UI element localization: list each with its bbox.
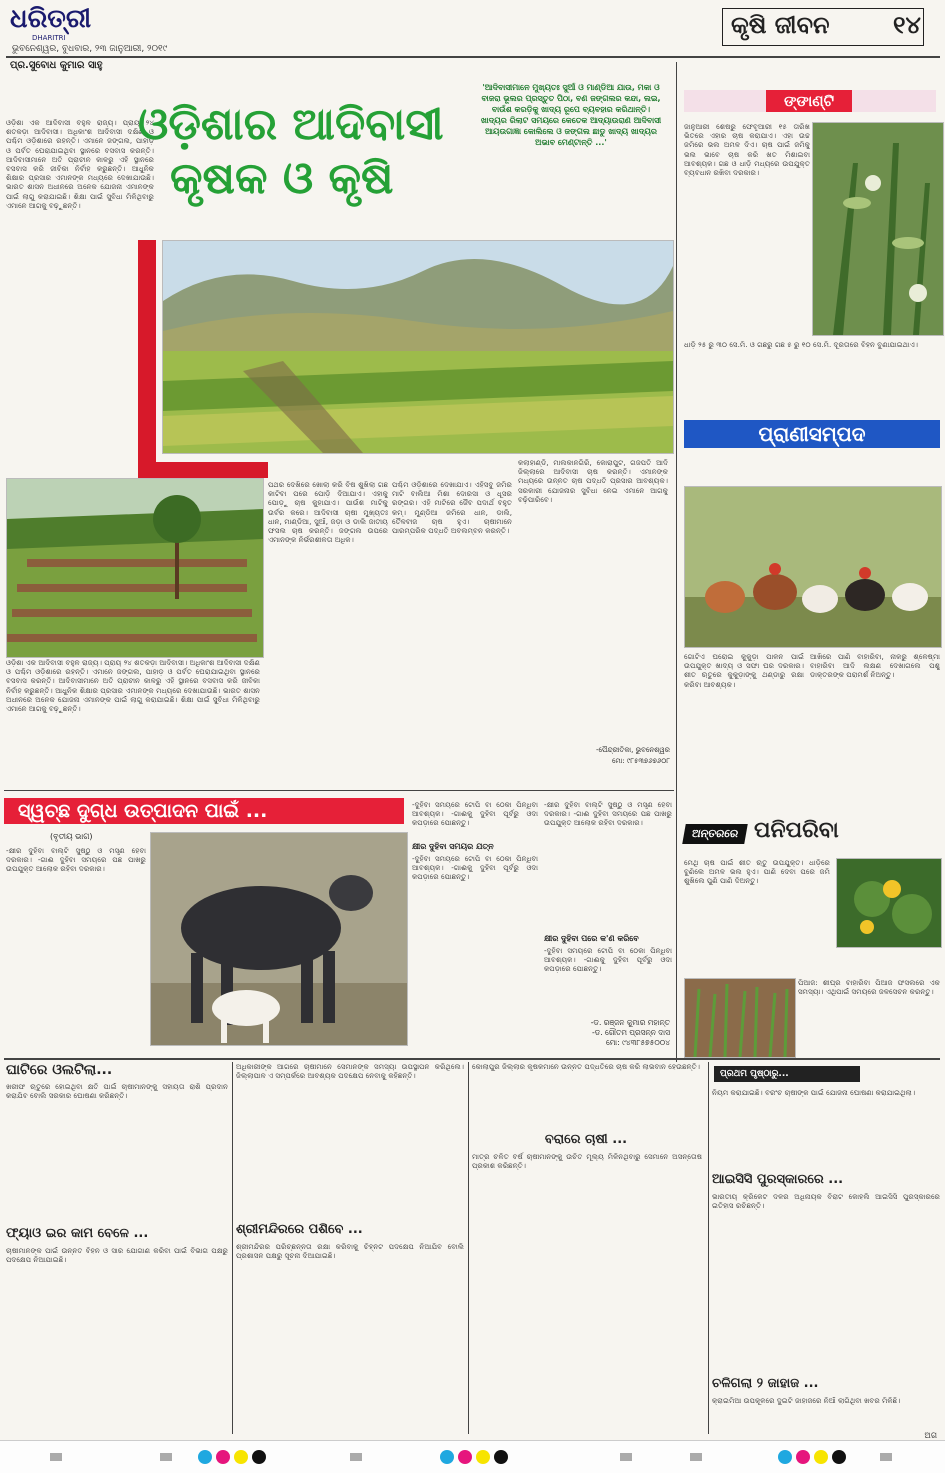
- news-2-text: ଅଧିକାରୀଙ୍କ ଆଗରେ ଚାଷୀମାନେ ସେମାନଙ୍କ ସମସ୍ୟା ଉପସ୍ଥାପନ କରିଥିଲେ। ଜିଲ୍ଲାପାଳ ଏ ସମ୍ପର୍କରେ ଆବଶ୍ୟକ ପଦକ୍ଷେପ ନେବାକୁ କହିଛନ୍ତି।: [236, 1062, 464, 1081]
- dairy-top-rule: [4, 790, 674, 791]
- news-4c-text: କ୍ରାଇମିଆ ଉପକୂଳରେ ଦୁଇଟି ଜାହାଜରେ ନିଆଁ ଲାଗିଥିବା ଖବର ମିଳିଛି।: [712, 1396, 901, 1405]
- masthead-logo: [10, 4, 120, 48]
- pumpkin-flower-illustration: [837, 859, 941, 947]
- news-1b-text: ଚାଷୀମାନଙ୍କ ପାଇଁ ଉନ୍ନତ ବିହନ ଓ ସାର ଯୋଗାଣ କରିବା ପାଇଁ ବିଭାଗ ପକ୍ଷରୁ ପଦକ୍ଷେପ ନିଆଯାଇଛି।: [6, 1246, 228, 1265]
- cow-photo: [150, 832, 408, 1046]
- landscape-illustration: [163, 241, 673, 453]
- print-footer: [0, 1431, 945, 1473]
- dairy-col-3b: -ଦୁହିବା ସମୟରେ ଟୋପି ବା ଠେକା ପିନ୍ଧିବା ଆବଶ୍ୟକ। -ଗାଈକୁ ଦୁହିବା ପୂର୍ବରୁ ଓଦା କପଡ଼ାରେ ପୋଛନ୍ତୁ।: [544, 946, 672, 974]
- lead-col-1b: ଓଡ଼ିଶା ଏକ ଆଦିବାସୀ ବହୁଳ ରାଜ୍ୟ। ପ୍ରାୟ ୨୪ ଶତକଡ଼ା ଆଦିବାସୀ। ଅଧିକାଂଶ ଆଦିବାସୀ ଦକ୍ଷିଣ ଓ ପଶ୍ଚିମ ଓଡ଼ିଶାରେ ରହନ୍ତି। ଏମାନେ ଜଙ୍ଗଲ, ପାହାଡ଼ ଓ ପର୍ବତ ଘେରାଯାଇଥିବା ସ୍ଥାନରେ ବସବାସ କରନ୍ତି। ଆଦିବାସୀମାନେ ଅତି ପ୍ରାଚୀନ କାଳରୁ ଏହି ସ୍ଥାନରେ ବସବାସ କରି ଜୀବିକା ନିର୍ବାହ କରୁଛନ୍ତି। ଆଧୁନିକ ଶିକ୍ଷାର ପ୍ରସାର ଏମାନଙ୍କ ମଧ୍ୟରେ ଦେଖାଯାଉଛି। ଭାରତ ଶାସନ ଅଧୀନରେ ଅନେକ ଯୋଜନା ଏମାନଙ୍କ ପାଇଁ ଲାଗୁ କରାଯାଇଛି। ଶିକ୍ଷା ପାଇଁ ସୁବିଧା ମିଳିଥିବାରୁ ଏମାନେ ଆଗକୁ ବଢ଼ୁଛନ୍ତି।: [6, 658, 260, 714]
- masthead-rule: [6, 56, 940, 58]
- print-block: [350, 1453, 362, 1461]
- reg-mark-yellow: [234, 1450, 248, 1464]
- bottom-divider-2: [468, 1062, 469, 1434]
- page-code: ଅଗ: [924, 1431, 937, 1440]
- lead-col-4: କଲାହାଣ୍ଡି, ମାଲକାନଗିରି, କୋରାପୁଟ, ଗଜପତି ଆଦି ଜିଲ୍ଲାରେ ଆଦିବାସୀ ଚାଷ କରନ୍ତି। ଏମାନଙ୍କ ମଧ୍ୟରେ ଉନ୍ନତ ଚାଷ ପଦ୍ଧତି ପ୍ରସାର ଆବଶ୍ୟକ। ସରକାରୀ ଯୋଜନାର ସୁବିଧା ନେଇ ଏମାନେ ଆଗକୁ ବଢ଼ିପାରିବେ।: [518, 458, 668, 504]
- news-3b-text: ମାତ୍ର ଚଳିତ ବର୍ଷ ଚାଷୀମାନଙ୍କୁ ଉଚିତ ମୂଲ୍ୟ ମିଳିନଥିବାରୁ ସେମାନେ ଅସନ୍ତୋଷ ପ୍ରକାଶ କରିଛନ୍ତି।: [472, 1152, 702, 1171]
- lead-headline-1: ଓଡ଼ିଶାର ଆଦିବାସୀ: [138, 99, 444, 150]
- print-block: [690, 1453, 702, 1461]
- kakhi-text: ଜାନୁଆରୀ ଶେଷରୁ ଫେବୃଆରୀ ୧୫ ତାରିଖ ଭିତରେ ଏହାର ଚାଷ କରାଯାଏ। ଏହା ଉଚ୍ଚ ଜମିରେ ଭଲ ଅମଳ ଦିଏ। ଚାଷ ପାଇଁ ଜମିକୁ ଭଲ ଭାବେ ଚାଷ କରି ଖତ ମିଶାଇବା ଆବଶ୍ୟକ। ଗଛ ଓ ଧାଡ଼ି ମଧ୍ୟରେ ଉପଯୁକ୍ତ ବ୍ୟବଧାନ ରଖିବା ଦରକାର।: [684, 122, 810, 178]
- logo-text: ଧରିତ୍ରୀ: [10, 4, 92, 34]
- cow-calf-illustration: [151, 833, 407, 1045]
- bottom-divider-1: [232, 1062, 233, 1434]
- chickens-illustration: [685, 487, 941, 647]
- dairy-kicker: (ବୃତୀୟ ଭାଗ): [50, 832, 93, 841]
- news-1-headline: ଘାଟିରେ ଓଲଟିଲା...: [6, 1062, 113, 1078]
- section-tag: [722, 8, 924, 46]
- onion-text: ପିଆଜ: ଶୀଘ୍ର ବାହାରିବା ପିଆଜ ଫସଲରେ ଏକ ସମସ୍ୟା। ଏଥିପାଇଁ ସମୟରେ ଜଳସେଚନ କରନ୍ତୁ।: [798, 978, 940, 997]
- dairy-headline: ସ୍ୱଚ୍ଛ ଦୁଗ୍ଧ ଉତ୍ପାଦନ ପାଇଁ ...: [18, 800, 268, 822]
- page-number: ୧୪: [893, 11, 921, 39]
- dateline: ଭୁବନେଶ୍ୱର, ବୁଧବାର, ୨୩ ଜାନୁଆରୀ, ୨୦୧୯: [12, 44, 168, 54]
- news-4b-text: ଭାରତୀୟ କ୍ରିକେଟ ଦଳର ଅଧିନାୟକ ବିରାଟ କୋହଲି ଆଇସିସି ପୁରସ୍କାରରେ ଇତିହାସ ରଚିଛନ୍ତି।: [712, 1192, 940, 1211]
- kakhi-banner: [684, 90, 936, 112]
- lead-col-2: ପଥର ଦେଖିରେ ଖୋଲା କରି ବିଷ ଶୁଖିଲା ଗଛ କାଟିବା ପରେ ପୋଡ଼ି ଦିଆଯାଏ। ଏହାକୁ ପୋଡ଼ୁ ଚାଷ କୁହାଯାଏ। ପାଉଁଶ ମାଟିକୁ ଉର୍ବର କରେ। ଆଦିବାସୀ ଚାଷୀ ମୁଖ୍ୟତଃ ଧାନ, ମାଣ୍ଡିଆ, ସୁଆଁ, ଜଡ଼ା ଓ ଡାଲି ଜାତୀୟ ଫସଲ ଚାଷ କରନ୍ତି। ଜଙ୍ଗଲ ଉପରେ ଏମାନଙ୍କ ନିର୍ଭରଶୀଳତା ଅଧିକ।: [268, 480, 388, 545]
- reg-mark-magenta: [458, 1450, 472, 1464]
- news-2b-text: ଶ୍ରୀମନ୍ଦିରର ପରିଚ୍ଛନ୍ନତା ରକ୍ଷା କରିବାକୁ ଚିହ୍ନଟ ପଦକ୍ଷେପ ନିଆଯିବ ବୋଲି ପ୍ରଶାସନ ପକ୍ଷରୁ ସୂଚନା ଦିଆଯାଇଛି।: [236, 1242, 464, 1261]
- dairy-phone: ମୋ: ୯୪୩୮୫୭୫୦୦୪: [606, 1038, 670, 1047]
- dairy-col-2: -ଦୁହିବା ସମୟରେ ଟୋପି ବା ଠେକା ପିନ୍ଧିବା ଆବଶ୍ୟକ। -ଗାଈକୁ ଦୁହିବା ପୂର୍ବରୁ ଓଦା କପଡ଼ାରେ ପୋଛନ୍ତୁ।: [412, 800, 538, 828]
- kakhi-title: ଙ୍ଙାଣ୍ଟି: [766, 90, 852, 112]
- pranisampad-title: ପ୍ରାଣୀସମ୍ପଦ: [758, 422, 866, 446]
- dairy-credit-1: -ଡ. ରଞ୍ଜନ କୁମାର ମହାନ୍ତ: [590, 1018, 670, 1027]
- lead-phone: ମୋ: ୯୮୫୩୭୬୭୬୦୮: [611, 757, 670, 765]
- news-4b-headline: ଆଇସିସି ପୁରସ୍କାରରେ ...: [712, 1172, 844, 1187]
- dairy-subhead-2: କ୍ଷୀର ଦୁହିବା ପରେ କ'ଣ କରିବେ: [544, 934, 639, 943]
- reg-mark-cyan: [440, 1450, 454, 1464]
- poultry-photo: [684, 486, 942, 648]
- bottom-top-rule: [4, 1058, 940, 1060]
- onion-field-illustration: [685, 979, 795, 1057]
- lead-col-3: ପଶ୍ଚିମ ଓଡ଼ିଶାରେ ଦେଖାଯାଏ। ଏହିସବୁ ଜମିର ମାଟି ବାଲିଆ ମିଶା ଦୋରସା ଓ ଧୂସର ରଙ୍ଗର। ଏହି ମାଟିରେ ଜୈବ ପଦାର୍ଥ ବହୁତ କମ୍। ମୁଣ୍ଡିଆ ଜମିରେ ଧାନ, ଡାଲି, ତୈଳବୀଜ ଚାଷ ହୁଏ। ଚାଷୀମାନେ ପାରମ୍ପରିକ ପଦ୍ଧତି ଅବଲମ୍ବନ କରନ୍ତି।: [392, 480, 512, 536]
- news-1-text: ଖରୀଫ ଋତୁରେ ହୋଇଥିବା କ୍ଷତି ପାଇଁ ଚାଷୀମାନଙ୍କୁ ସହାୟତା ରାଶି ପ୍ରଦାନ କରାଯିବ ବୋଲି ସରକାର ଘୋଷଣା କରିଛନ୍ତି।: [6, 1082, 228, 1101]
- section-title: କୃଷି ଜୀବନ: [731, 11, 830, 39]
- print-block: [880, 1453, 892, 1461]
- lead-headline-2: କୃଷକ ଓ କୃଷି: [170, 153, 394, 204]
- reg-mark-magenta: [216, 1450, 230, 1464]
- news-4-text: ନିୟମ କରାଯାଇଛି। ବରଂଚ ଚାଷୀଙ୍କ ପାଇଁ ଯୋଜନା ଘୋଷଣା କରାଯାଇଥିଲା।: [712, 1088, 916, 1097]
- reg-mark-cyan: [778, 1450, 792, 1464]
- red-frame-vertical: [138, 240, 156, 480]
- news-3b-headline: ବରାରେ ଚାଷୀ ...: [544, 1132, 628, 1147]
- lead-pullquote: 'ଆଦିବାସୀମାନେ ମୁଖ୍ୟତଃ ସୁଆଁ ଓ ମାଣ୍ଡିଆ ଯାଉ, ମକା ଓ ବାଜରା ଭୂଲର ପ୍ରସ୍ତୁତ ପିଠା, ବଣ ଜଙ୍ଗଲର କନ୍ଦା, ଲଇ, ବାଉଁଶ କରଡ଼ିକୁ ଖାଦ୍ୟ ରୂପେ ବ୍ୟବହାର କରିଥାନ୍ତି। ଖାଦ୍ୟର ରିଲାଟ ସମୟରେ କେତେକ ଆଦ୍ୟାଉରାଣ ଆଦିବାସୀ ଆୟଉଗାଜ୍ଞା କୋଲିଲେ ଓ ଜଙ୍ଗଲ ଛାଡୁ ଖାଦ୍ୟ ଖାଦ୍ୟର ଅଭାବ ମେଣ୍ଟାନ୍ତି ...': [480, 83, 662, 147]
- reg-mark-black: [494, 1450, 508, 1464]
- kakhi-caption: ଧାଡ଼ି ୨୫ ରୁ ୩୦ ସେ.ମି. ଓ ଗଛରୁ ଗଛ ୫ ରୁ ୧୦ ସେ.ମି. ଦୂରତାରେ ବିହନ ବୁଣାଯାଇଥାଏ।: [684, 340, 918, 349]
- news-3-text: କୋଲାପୁର ଜିଲ୍ଲାର କୃଷକମାନେ ଉନ୍ନତ ପଦ୍ଧତିରେ ଚାଷ କରି ଲାଭବାନ ହେଉଛନ୍ତି।: [472, 1062, 700, 1071]
- pumpkin-photo: [836, 858, 942, 948]
- print-block: [160, 1453, 172, 1461]
- dairy-credit-2: -ଡ. ଗୌତମ ପ୍ରସନ୍ନ ଦାସ: [591, 1028, 670, 1037]
- news-2b-headline: ଶ୍ରୀମନ୍ଦିରରେ ପଶିବେ ...: [236, 1222, 363, 1237]
- lead-byline: ପ୍ର.ସୁବୋଧ କୁମାର ସାହୁ: [10, 60, 103, 71]
- reg-mark-black: [832, 1450, 846, 1464]
- dairy-col-3: -କ୍ଷୀର ଦୁହିବା ବାଲ୍ଟି ସୁଷ୍ଠୁ ଓ ମସୃଣ ହେବା ଦରକାର। -ଗାଈ ଦୁହିବା ସମୟରେ ପଛ ପାଖରୁ ଉପଯୁକ୍ତ ଆଲୋକ ରହିବା ଦରକାର।: [544, 800, 672, 828]
- reg-mark-black: [252, 1450, 266, 1464]
- dairy-col-1: -କ୍ଷୀର ଦୁହିବା ବାଲ୍ଟି ସୁଷ୍ଠୁ ଓ ମସୃଣ ହେବା ଦରକାର। -ଗାଈ ଦୁହିବା ସମୟରେ ପଛ ପାଖରୁ ଉପଯୁକ୍ତ ଆଲୋକ ରହିବା ଦରକାର।: [6, 846, 146, 874]
- reg-mark-magenta: [796, 1450, 810, 1464]
- print-block: [50, 1453, 62, 1461]
- dairy-banner: [4, 798, 404, 824]
- antar-banner: [684, 818, 940, 852]
- reg-mark-cyan: [198, 1450, 212, 1464]
- pranisampad-banner: [684, 420, 940, 448]
- news-1b-headline: ଫ୍ୟାଓ ଇର କାମ ବେଳେ ...: [6, 1226, 149, 1241]
- farm-photo: [6, 478, 264, 658]
- okra-plant-illustration: [813, 123, 943, 335]
- onion-photo: [684, 978, 796, 1058]
- reg-mark-yellow: [476, 1450, 490, 1464]
- lead-credit: -ପୈନ୍ଦ୍ରୀତିକା, ଭୁବନେଶ୍ୱର: [595, 746, 670, 754]
- bottom-divider-3: [708, 1062, 709, 1434]
- print-block: [620, 1453, 632, 1461]
- reg-mark-yellow: [814, 1450, 828, 1464]
- lead-col-1: ଓଡ଼ିଶା ଏକ ଆଦିବାସୀ ବହୁଳ ରାଜ୍ୟ। ପ୍ରାୟ ୨୪ ଶତକଡ଼ା ଆଦିବାସୀ। ଅଧିକାଂଶ ଆଦିବାସୀ ଦକ୍ଷିଣ ଓ ପଶ୍ଚିମ ଓଡ଼ିଶାରେ ରହନ୍ତି। ଏମାନେ ଜଙ୍ଗଲ, ପାହାଡ଼ ଓ ପର୍ବତ ଘେରାଯାଇଥିବା ସ୍ଥାନରେ ବସବାସ କରନ୍ତି। ଆଦିବାସୀମାନେ ଅତି ପ୍ରାଚୀନ କାଳରୁ ଏହି ସ୍ଥାନରେ ବସବାସ କରି ଜୀବିକା ନିର୍ବାହ କରୁଛନ୍ତି। ଆଧୁନିକ ଶିକ୍ଷାର ପ୍ରସାର ଏମାନଙ୍କ ମଧ୍ୟରେ ଦେଖାଯାଉଛି। ଭାରତ ଶାସନ ଅଧୀନରେ ଅନେକ ଯୋଜନା ଏମାନଙ୍କ ପାଇଁ ଲାଗୁ କରାଯାଇଛି। ଶିକ୍ଷା ପାଇଁ ସୁବିଧା ମିଳିଥିବାରୁ ଏମାନେ ଆଗକୁ ବଢ଼ୁଛନ୍ତି।: [6, 118, 154, 210]
- dairy-col-2b: -ଦୁହିବା ସମୟରେ ଟୋପି ବା ଠେକା ପିନ୍ଧିବା ଆବଶ୍ୟକ। -ଗାଈକୁ ଦୁହିବା ପୂର୍ବରୁ ଓଦା କପଡ଼ାରେ ପୋଛନ୍ତୁ।: [412, 854, 538, 882]
- farm-illustration: [7, 479, 263, 657]
- sidebar-divider: [676, 62, 677, 1062]
- poultry-text-2: ଆଖିରେ ପାଣି ବାହାରିବା, ନାକରୁ ଶ୍ଳେଷ୍ମା ବାହାରିବା ଆଦି ଲକ୍ଷଣ ଦେଖାଗଲେ ପଶୁ ଡାକ୍ତରଙ୍କ ପରାମର୍ଶ ନିଅନ୍ତୁ।: [810, 652, 940, 680]
- dairy-subhead-1: କ୍ଷୀର ଦୁହିବା ସମୟର ଯତ୍ନ: [412, 842, 494, 851]
- landscape-photo: [162, 240, 674, 454]
- continued-banner: ପ୍ରଥମ ପୃଷ୍ଠାରୁ...: [714, 1066, 860, 1082]
- poultry-text-1: ଗୋଟିଏ ଘରୋଇ କୁକୁଡ଼ା ପାଳନ ପାଇଁ ଉପଯୁକ୍ତ ଖାଦ୍ୟ ଓ ସଫା ଘର ଦରକାର। ଶୀତ ଋତୁରେ କୁକୁଡ଼ାଙ୍କୁ ଥଣ୍ଡାରୁ ରକ୍ଷା କରିବା ଆବଶ୍ୟକ।: [684, 652, 804, 689]
- logo-subtitle: DHARITRI: [32, 34, 66, 42]
- antar-title: ପନିପରିବା: [754, 818, 839, 843]
- red-frame-horizontal: [138, 462, 268, 478]
- antar-text: ମେଥି ଚାଷ ପାଇଁ ଶୀତ ଋତୁ ଉପଯୁକ୍ତ। ଧାଡ଼ିରେ ବୁଣିଲେ ଅମଳ ଭଲ ହୁଏ। ପାଣି ଦେବା ପରେ ଜମି ଶୁଖିଲେ ପୁଣି ପାଣି ଦିଅନ୍ତୁ।: [684, 858, 830, 886]
- news-4c-headline: ଚଳିଗଲା ୨ ଜାହାଜ ...: [712, 1376, 819, 1391]
- antar-tag: ଅନ୍ତରରେ: [682, 824, 748, 844]
- kakhi-photo: [812, 122, 944, 336]
